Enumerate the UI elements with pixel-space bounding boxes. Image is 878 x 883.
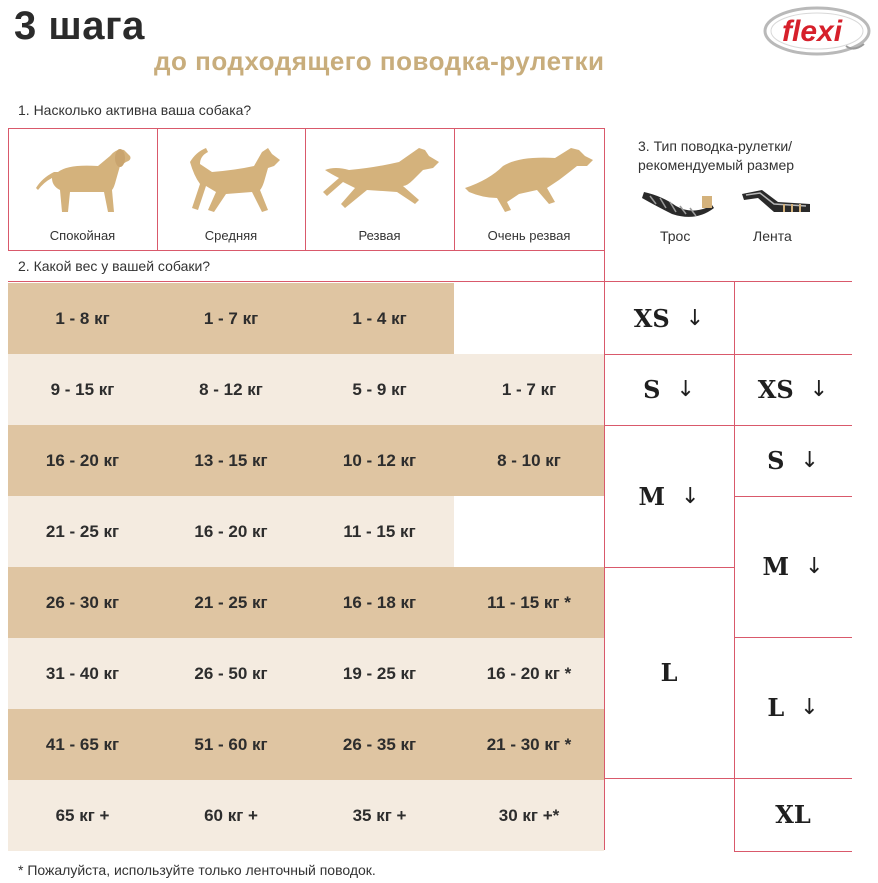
size-name: XL <box>775 800 811 829</box>
size-label <box>604 354 734 425</box>
down-arrow-icon: ↓ <box>681 483 700 509</box>
size-name: XS <box>757 375 794 404</box>
size-name: L <box>767 693 785 722</box>
page-title: 3 шага <box>14 4 145 48</box>
weight-cell: 16 - 20 кг <box>8 425 157 496</box>
grid-line <box>8 250 604 251</box>
size-name: L <box>660 658 678 687</box>
size-label <box>734 778 852 851</box>
activity-label: Очень резвая <box>487 228 571 243</box>
weight-cell: 9 - 15 кг <box>8 354 157 425</box>
weight-cell: 5 - 9 кг <box>305 354 454 425</box>
weight-cell: 65 кг + <box>8 780 157 851</box>
size-label <box>734 496 852 637</box>
flexi-logo <box>762 4 872 62</box>
weight-cell: 1 - 7 кг <box>157 283 305 354</box>
weight-cell: 10 - 12 кг <box>305 425 454 496</box>
weight-cell: 31 - 40 кг <box>8 638 157 709</box>
activity-medium <box>157 128 305 250</box>
down-arrow-icon: ↓ <box>800 448 819 473</box>
size-label <box>604 567 734 778</box>
weight-cell: 11 - 15 кг <box>305 496 454 567</box>
grid-line <box>8 281 852 282</box>
weight-cell: 26 - 35 кг <box>305 709 454 780</box>
trotting-dog-icon <box>315 140 445 222</box>
down-arrow-icon: ↓ <box>685 306 705 331</box>
weight-cell: 21 - 25 кг <box>157 567 305 638</box>
weight-cell: 1 - 8 кг <box>8 283 157 354</box>
weight-cell <box>454 283 604 354</box>
weight-cell: 13 - 15 кг <box>157 425 305 496</box>
size-label <box>734 425 852 496</box>
weight-cell: 41 - 65 кг <box>8 709 157 780</box>
weight-cell: 21 - 30 кг * <box>454 709 604 780</box>
page-subtitle: до подходящего поводка-рулетки <box>154 46 605 76</box>
tape-label: Лента <box>753 228 792 244</box>
down-arrow-icon: ↓ <box>805 554 824 579</box>
weight-cell: 16 - 20 кг <box>157 496 305 567</box>
weight-cell: 1 - 7 кг <box>454 354 604 425</box>
activity-very-lively <box>454 128 604 250</box>
activity-calm <box>8 128 157 250</box>
weight-cell: 30 кг +* <box>454 780 604 851</box>
walking-dog-icon <box>176 140 286 222</box>
activity-lively <box>305 128 454 250</box>
weight-cell: 21 - 25 кг <box>8 496 157 567</box>
weight-cell: 16 - 18 кг <box>305 567 454 638</box>
weight-cell: 26 - 30 кг <box>8 567 157 638</box>
down-arrow-icon: ↓ <box>800 695 819 720</box>
size-name: M <box>762 552 790 581</box>
size-name: S <box>767 446 785 475</box>
size-label <box>734 637 852 778</box>
activity-label: Спокойная <box>49 228 116 243</box>
down-arrow-icon: ↓ <box>676 377 695 402</box>
step2-question: 2. Какой вес у вашей собаки? <box>18 258 211 274</box>
weight-cell: 35 кг + <box>305 780 454 851</box>
weight-cell: 8 - 12 кг <box>157 354 305 425</box>
weight-cell: 26 - 50 кг <box>157 638 305 709</box>
size-label <box>604 283 734 354</box>
weight-cell: 16 - 20 кг * <box>454 638 604 709</box>
cord-label: Трос <box>660 228 691 244</box>
size-name: M <box>638 481 666 511</box>
size-label <box>734 354 852 425</box>
activity-label: Резвая <box>358 228 401 243</box>
tape-leash-icon <box>740 186 812 222</box>
calm-dog-icon <box>28 140 138 222</box>
logo-text: flexi <box>782 15 843 48</box>
down-arrow-icon: ↓ <box>809 377 829 402</box>
weight-cell: 51 - 60 кг <box>157 709 305 780</box>
cord-leash-icon <box>642 186 714 222</box>
step1-question: 1. Насколько активна ваша собака? <box>18 102 252 118</box>
grid-line <box>734 851 852 852</box>
activity-label: Средняя <box>204 228 258 243</box>
weight-cell: 1 - 4 кг <box>305 283 454 354</box>
size-label <box>604 425 734 567</box>
weight-cell: 11 - 15 кг * <box>454 567 604 638</box>
size-name: XS <box>633 304 670 333</box>
weight-cell: 19 - 25 кг <box>305 638 454 709</box>
step3-question: 3. Тип поводка-рулетки/ рекомендуемый размер <box>638 138 795 173</box>
footnote: * Пожалуйста, используйте только ленточный поводок. <box>18 862 376 878</box>
weight-cell: 8 - 10 кг <box>454 425 604 496</box>
weight-cell <box>454 496 604 567</box>
size-name: S <box>643 375 661 404</box>
running-dog-icon <box>459 140 599 222</box>
weight-cell: 60 кг + <box>157 780 305 851</box>
